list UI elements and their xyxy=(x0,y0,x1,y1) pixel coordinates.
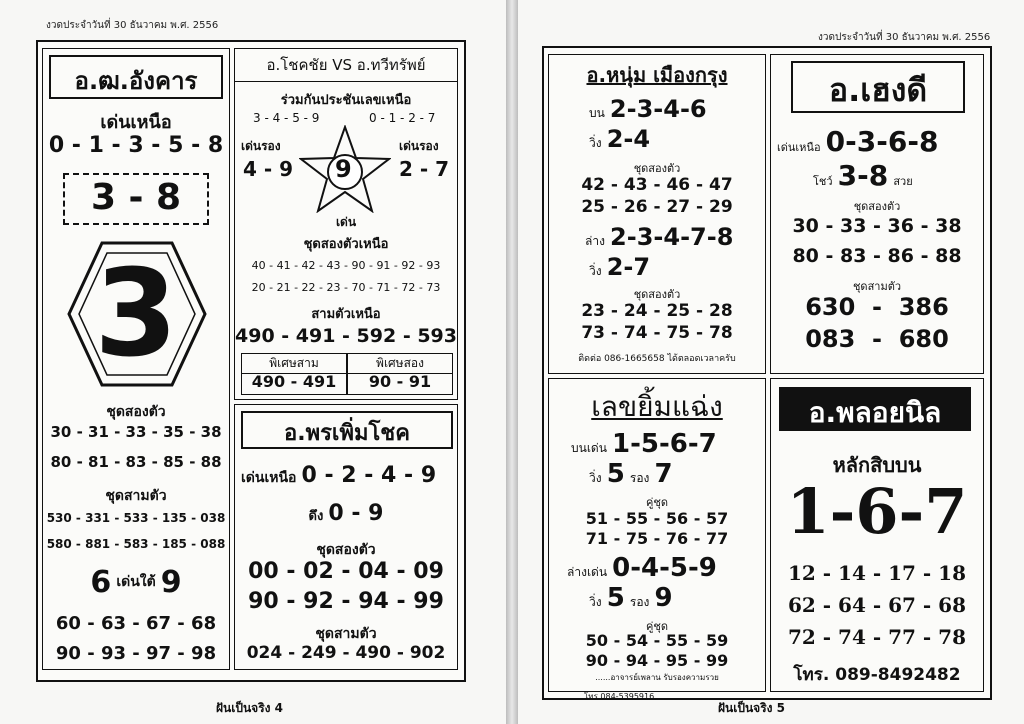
special-three-numbers: 490 - 491 xyxy=(251,372,337,391)
pornpermchok-title: อ.พรเพิ่มโชค xyxy=(284,421,410,446)
yim-low-lead-numbers: 0-4-5-9 xyxy=(612,553,717,583)
yim-pair2-row-2: 90 - 94 - 95 - 99 xyxy=(585,651,729,670)
hengdee-lead-numbers: 0-3-6-8 xyxy=(825,125,939,158)
yim-top-lead-line xyxy=(571,429,717,459)
vs-left-label: เด่นรอง xyxy=(241,139,281,153)
vs-three-row: 490 - 491 - 592 - 593 xyxy=(235,325,457,347)
num-two-row-2: 25 - 26 - 27 - 29 xyxy=(581,197,733,217)
hengdee-two-row-1: 30 - 33 - 36 - 38 xyxy=(792,215,962,237)
pornpermchok-two-label: ชุดสองตัว xyxy=(316,542,376,558)
right-page xyxy=(518,0,1024,724)
num-low-line xyxy=(585,223,733,251)
yim-pair-row-2: 71 - 75 - 76 - 77 xyxy=(585,529,729,548)
yim-run2-digit: 5 xyxy=(606,583,625,613)
yim-low-lead-label: ล่างเด่น xyxy=(567,565,608,579)
hengdee-three-row-2 xyxy=(771,325,983,353)
hengdee-title: อ.เฮงดี xyxy=(828,71,928,109)
pornpermchok-pull-numbers: 0 - 9 xyxy=(328,501,384,526)
panel-angkarn-title: อ.ฒ.อังคาร xyxy=(74,67,198,95)
special-three-label: พิเศษสาม xyxy=(242,354,346,374)
pair-box xyxy=(63,173,209,225)
num-two-label: ชุดสองตัว xyxy=(633,162,681,175)
three-digit-row-2: 580 - 881 - 583 - 185 - 088 xyxy=(46,537,226,551)
left-page-frame xyxy=(36,40,466,682)
hengdee-dash-2: - xyxy=(872,325,882,353)
hengdee-show-label: โชว์ xyxy=(813,175,833,188)
num-low-numbers: 2-3-4-7-8 xyxy=(610,223,734,251)
panel-angkarn xyxy=(42,48,230,670)
ploynil-row-1: 12 - 14 - 17 - 18 xyxy=(787,561,966,585)
special-two-label: พิเศษสอง xyxy=(348,354,452,374)
south-row-1: 60 - 63 - 67 - 68 xyxy=(55,613,217,634)
left-page-header: งวดประจำวันที่ 30 ธันวาคม พ.ศ. 2556 xyxy=(46,20,219,31)
vs-two-row-1: 40 - 41 - 42 - 43 - 90 - 91 - 92 - 93 xyxy=(251,259,441,272)
pair-box-numbers: 3 - 8 xyxy=(90,177,182,218)
right-page-footer: ฝันเป็นจริง 5 xyxy=(718,701,786,715)
panel-ploynil xyxy=(770,378,984,692)
star-caption: เด่น xyxy=(335,215,357,229)
ploynil-row-2: 62 - 64 - 67 - 68 xyxy=(787,593,966,617)
hengdee-two-row-2: 80 - 83 - 86 - 88 xyxy=(792,245,962,267)
ploynil-tens-label: หลักสิบบน xyxy=(832,453,922,477)
yim-pair-label: คู่ชุด xyxy=(646,496,668,509)
yim-run2-line xyxy=(589,583,673,613)
left-page xyxy=(0,0,506,724)
panel-pornpermchok xyxy=(234,404,458,670)
south-digit-right: 9 xyxy=(160,565,182,600)
pornpermchok-title-box xyxy=(241,411,453,449)
pornpermchok-pull-label: ดึง xyxy=(308,509,324,524)
special-three-box xyxy=(241,353,347,395)
hengdee-three-c: 083 xyxy=(805,325,856,353)
yim-top-lead-label: บนเด่น xyxy=(571,441,607,455)
vs-right-label: เด่นรอง xyxy=(399,139,439,153)
num-top-numbers: 2-3-4-6 xyxy=(609,95,707,123)
yim-blessing: ......อาจารย์เพลาน รับรองความรวย xyxy=(595,673,719,682)
num-two-row-1: 42 - 43 - 46 - 47 xyxy=(581,175,733,195)
num-low-label: ล่าง xyxy=(585,234,605,248)
big-digit: 3 xyxy=(94,245,178,384)
left-page-footer: ฝันเป็นจริง 4 xyxy=(216,701,284,715)
yim-title: เลขยิ้มแฉ่ง xyxy=(591,390,723,423)
panel-angkarn-title-box xyxy=(49,55,223,99)
yim-pair2-row-1: 50 - 54 - 55 - 59 xyxy=(585,631,729,650)
hengdee-lead-line xyxy=(777,125,938,158)
num-two2-label: ชุดสองตัว xyxy=(633,288,681,301)
hengdee-dash-1: - xyxy=(872,293,882,321)
num-top-label: บน xyxy=(589,106,605,120)
pornpermchok-lead-line xyxy=(241,463,436,489)
ploynil-big-numbers: 1-6-7 xyxy=(786,475,968,548)
lead-label: เด่นเหนือ xyxy=(100,112,172,133)
vs-right-pair: 2 - 7 xyxy=(399,157,450,181)
vs-left-pair: 4 - 9 xyxy=(243,157,294,181)
yim-second2-label: รอง xyxy=(629,595,650,609)
hengdee-show-suffix: สวย xyxy=(893,175,913,188)
num-two2-row-2: 73 - 74 - 75 - 78 xyxy=(581,323,733,343)
yim-pair-row-1: 51 - 55 - 56 - 57 xyxy=(585,509,729,528)
yim-top-lead-numbers: 1-5-6-7 xyxy=(612,429,717,459)
pornpermchok-two-row-2: 90 - 92 - 94 - 99 xyxy=(248,589,444,614)
vs-three-label: สามตัวเหนือ xyxy=(311,307,381,322)
hengdee-three-row-1 xyxy=(771,293,983,321)
vs-right-seq: 0 - 1 - 2 - 7 xyxy=(369,111,436,125)
hengdee-show-numbers: 3-8 xyxy=(837,159,889,192)
ploynil-row-3: 72 - 74 - 77 - 78 xyxy=(787,625,966,649)
num-title: อ.หนุ่ม เมืองกรุง xyxy=(586,63,728,87)
south-lead-label: เด่นใต้ xyxy=(116,574,156,590)
two-digit-label: ชุดสองตัว xyxy=(106,404,166,420)
south-lead-line xyxy=(43,565,229,600)
hengdee-three-a: 630 xyxy=(805,293,856,321)
yim-second-label: รอง xyxy=(629,471,650,485)
vs-two-label: ชุดสองตัวเหนือ xyxy=(303,237,389,252)
yim-pair2-label: คู่ชุด xyxy=(646,620,668,633)
panel-hengdee xyxy=(770,54,984,374)
vs-two-row-2: 20 - 21 - 22 - 23 - 70 - 71 - 72 - 73 xyxy=(251,281,441,294)
num-run-numbers: 2-4 xyxy=(606,125,651,153)
special-two-numbers: 90 - 91 xyxy=(368,372,432,391)
yim-second-digit: 7 xyxy=(654,459,673,489)
south-row-2: 90 - 93 - 97 - 98 xyxy=(55,643,217,664)
hengdee-three-b: 386 xyxy=(898,293,949,321)
num-two2-row-1: 23 - 24 - 25 - 28 xyxy=(581,301,733,321)
num-contact: ติดต่อ 086-1665658 ได้ตลอดเวลาครับ xyxy=(578,354,736,364)
vs-title: อ.โชคชัย VS อ.ทวีทรัพย์ xyxy=(235,53,457,82)
hengdee-three-label: ชุดสามตัว xyxy=(852,280,902,293)
pornpermchok-pull-line xyxy=(235,501,457,526)
vs-left-seq: 3 - 4 - 5 - 9 xyxy=(253,111,320,125)
pornpermchok-lead-numbers: 0 - 2 - 4 - 9 xyxy=(301,463,437,488)
south-digit-left: 6 xyxy=(90,565,112,600)
yim-low-lead-line xyxy=(567,553,717,583)
num-run-label: วิ่ง xyxy=(589,136,602,150)
pornpermchok-three-label: ชุดสามตัว xyxy=(315,626,377,642)
three-digit-row-1: 530 - 331 - 533 - 135 - 038 xyxy=(46,511,226,525)
num-top-line xyxy=(589,95,707,123)
right-page-header: งวดประจำวันที่ 30 ธันวาคม พ.ศ. 2556 xyxy=(818,32,991,43)
ploynil-title: อ.พลอยนิล xyxy=(808,396,942,429)
hengdee-title-box xyxy=(791,61,965,113)
yim-run-label: วิ่ง xyxy=(589,471,602,485)
hengdee-three-d: 680 xyxy=(898,325,949,353)
yim-phone-small: โทร.084-5395916 xyxy=(584,692,655,701)
lead-numbers: 0 - 1 - 3 - 5 - 8 xyxy=(48,133,224,158)
yim-run-digit: 5 xyxy=(606,459,625,489)
pornpermchok-lead-label: เด่นเหนือ xyxy=(241,470,297,486)
pornpermchok-three-row: 024 - 249 - 490 - 902 xyxy=(246,643,446,663)
book-gutter xyxy=(506,0,518,724)
panel-lek-yim-chaeng xyxy=(548,378,766,692)
three-digit-label: ชุดสามตัว xyxy=(105,488,167,504)
two-digit-row-1: 30 - 31 - 33 - 35 - 38 xyxy=(50,423,222,441)
yim-second2-digit: 9 xyxy=(654,583,673,613)
ploynil-title-box xyxy=(779,387,971,431)
ploynil-phone: โทร. 089-8492482 xyxy=(793,665,961,685)
num-run2-line xyxy=(589,253,650,281)
hengdee-two-label: ชุดสองตัว xyxy=(853,200,901,213)
hengdee-show-line xyxy=(813,159,913,192)
panel-chokchai-vs xyxy=(234,48,458,400)
num-run2-numbers: 2-7 xyxy=(606,253,651,281)
two-digit-row-2: 80 - 81 - 83 - 85 - 88 xyxy=(50,453,222,471)
num-run-line xyxy=(589,125,650,153)
star-digit: 9 xyxy=(335,155,352,183)
yim-run2-label: วิ่ง xyxy=(589,595,602,609)
panel-num-muangkrung xyxy=(548,54,766,374)
right-page-frame xyxy=(542,46,992,700)
vs-subtitle: ร่วมกันประชันเลขเหนือ xyxy=(280,93,412,108)
yim-run-line xyxy=(589,459,673,489)
special-two-box xyxy=(347,353,453,395)
hengdee-lead-label: เด่นเหนือ xyxy=(777,141,821,154)
num-run2-label: วิ่ง xyxy=(589,264,602,278)
pornpermchok-two-row-1: 00 - 02 - 04 - 09 xyxy=(248,559,444,584)
